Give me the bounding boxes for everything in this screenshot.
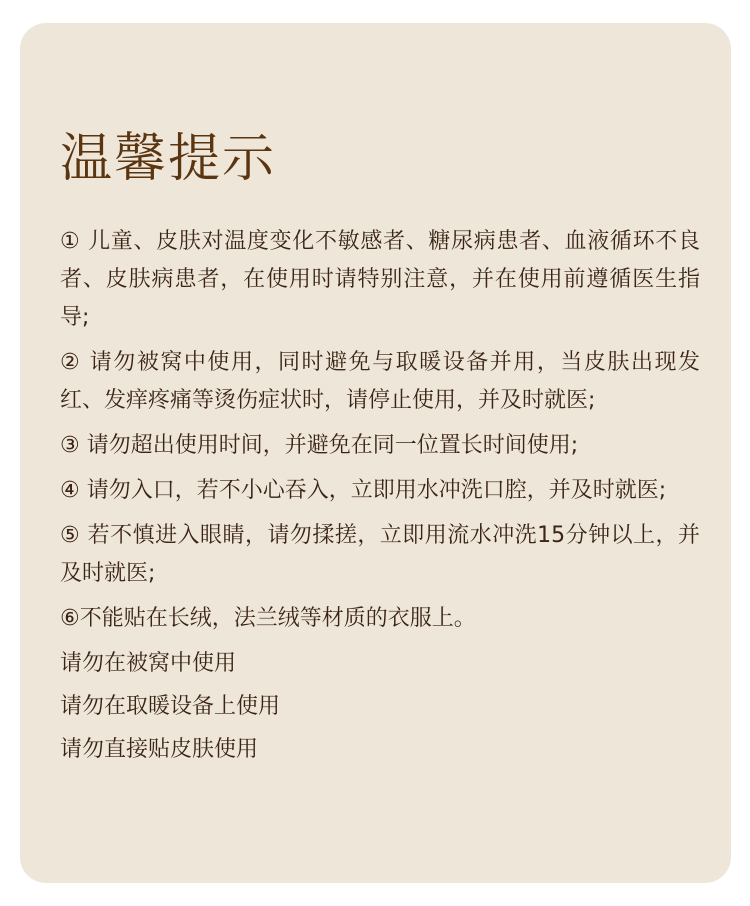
page-title: 温馨提示 [60,129,277,189]
tip-item: ① 儿童、皮肤对温度变化不敏感者、糖尿病患者、血液循环不良者、皮肤病患者，在使用时请特别注意，并在使用前遵循医生指导; [60,229,700,330]
tip-item: ② 请勿被窝中使用，同时避免与取暖设备并用，当皮肤出现发红、发痒疼痛等烫伤症状时，请停止使用，并及时就医; [60,350,700,413]
tips-list [60,223,700,774]
warning-item: 请勿在取暖设备上使用 [60,694,281,719]
tip-item: ④ 请勿入口，若不小心吞入，立即用水冲洗口腔，并及时就医; [60,478,667,503]
warning-item: 请勿直接贴皮肤使用 [60,737,259,762]
warning-item: 请勿在被窝中使用 [60,651,237,676]
tip-item: ③ 请勿超出使用时间，并避免在同一位置长时间使用; [60,433,579,458]
tip-item: ⑥不能贴在长绒，法兰绒等材质的衣服上。 [60,606,476,631]
tip-item: ⑤ 若不慎进入眼睛，请勿揉搓，立即用流水冲洗15分钟以上，并及时就医; [60,523,700,586]
